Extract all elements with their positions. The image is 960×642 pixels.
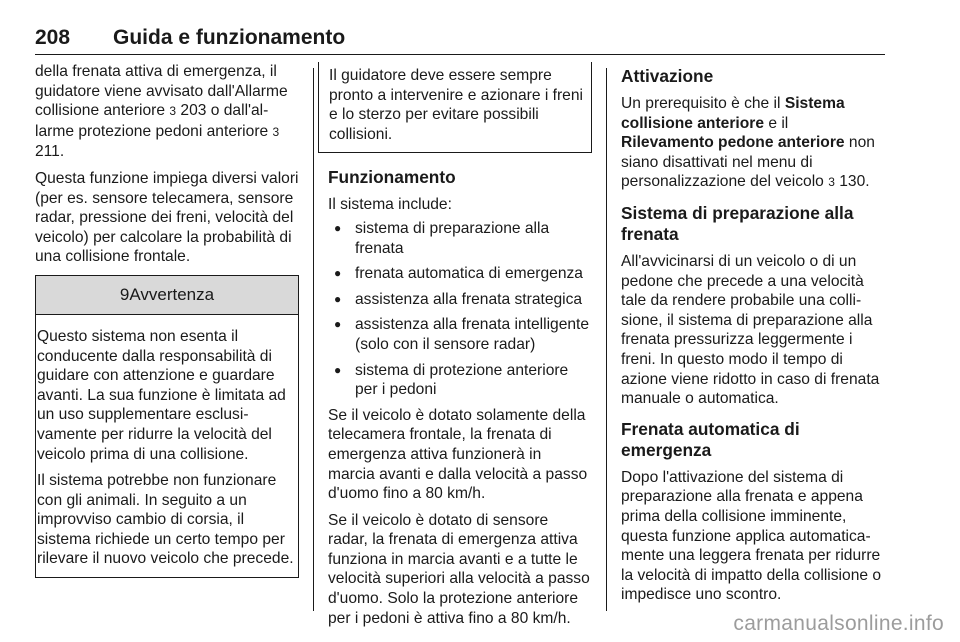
page-ref-arrow-icon: 3 [828, 175, 835, 190]
page-title: Guida e funzionamento [113, 26, 346, 49]
intro-text: della frenata attiva di emergenza, il guidatore viene avvisato dall'Allarme collisione anteriore [35, 63, 288, 120]
section-heading-frenata-automatica: Frenata automatica di emergenza [621, 418, 800, 460]
note-box [318, 62, 592, 153]
activation-paragraph [621, 94, 885, 193]
page-ref-link[interactable]: 203 [180, 102, 207, 120]
bold-term: Rilevamento pedone anteriore [621, 134, 845, 152]
warning-paragraph-2: Il sistema potrebbe non funzionare con gli animali. In seguito a un improvviso cambio di corsia, il sistema richiede un certo tempo per rilevare il nuovo veicolo che precede. [37, 472, 294, 568]
warning-body [36, 315, 298, 577]
intro-text-mid: o dall'allarme protezione pedoni anteriore [35, 102, 273, 140]
page-ref-arrow-icon: 3 [272, 124, 280, 139]
warning-icon: 9 [119, 284, 130, 304]
warning-box [35, 275, 299, 578]
section-heading-attivazione: Attivazione [621, 66, 714, 86]
header-rule [35, 54, 885, 55]
page-header [35, 26, 345, 50]
warning-paragraph-1: Questo sistema non esenta il conducente dalla responsabilità di guidare con attenzione e guardare avanti. La sua funzione è limitata ad un uso supplementare esclusivamente per ridurre la velocità del veicolo prima di una collisione. [37, 327, 286, 463]
feature-list [328, 219, 592, 400]
page-ref-link[interactable]: 211. [35, 143, 65, 161]
column-divider-2 [606, 68, 607, 611]
activation-text: non siano disattivati nel menu di personalizzazione del veicolo [621, 134, 875, 191]
list-item: ● assistenza alla frenata strategica [328, 290, 592, 310]
page-ref-link[interactable]: 130. [839, 173, 870, 191]
column-2 [328, 62, 592, 635]
camera-paragraph: Se il veicolo è dotato solamente della telecamera frontale, la frenata di emergenza attiva funzionerà in marcia avanti e dalla velocità a passo d'uomo fino a 80 km/h. [328, 406, 588, 503]
column-3 [621, 62, 885, 612]
intro-paragraph [35, 62, 299, 162]
warning-title [36, 275, 298, 315]
preparation-paragraph: All'avvicinarsi di un veicolo o di un pedone che precede a una velocità tale da rendere probabile una collisione, il sistema di preparazione alla frenata pressurizza leggermente i freni. In questo modo il tempo di azione viene ridotto in caso di frenata manuale o automatica. [621, 252, 880, 408]
activation-text: e il [764, 114, 789, 132]
bold-term: Sistema collisione anteriore [621, 95, 845, 132]
warning-title-text: Avvertenza [129, 284, 215, 304]
page-ref-arrow-icon: 3 [169, 104, 177, 119]
description-paragraph: Questa funzione impiega diversi valori (per es. sensore telecamera, sensore radar, pressione dei freni, velocità del veicolo) per calcolare la probabilità di una collisione frontale. [35, 169, 299, 266]
page-number: 208 [35, 26, 71, 49]
section-heading-funzionamento: Funzionamento [328, 167, 456, 188]
list-item: ● sistema di protezione anteriore per i pedoni [328, 361, 592, 400]
note-text: Il guidatore deve essere sempre pronto a intervenire e azionare i freni e lo sterzo per evitare possibili collisioni. [329, 67, 583, 143]
automatic-braking-paragraph: Dopo l'attivazione del sistema di preparazione alla frenata e appena prima della collisione imminente, questa funzione applica automaticamente una leggera frenata per ridurre la velocità di impatto della collisione o impedisce uno scontro. [621, 468, 882, 604]
list-item: ● sistema di preparazione alla frenata [328, 219, 592, 258]
list-item: ● assistenza alla frenata intelligente (solo con il sensore radar) [328, 315, 592, 354]
list-item: ● frenata automatica di emergenza [328, 264, 592, 284]
radar-paragraph: Se il veicolo è dotato di sensore radar, la frenata di emergenza attiva funziona in marcia avanti e a tutte le velocità superiori alla velocità a passo d'uomo. Solo la protezione anteriore per i pedoni è attiva fino a 80 km/h. [328, 511, 590, 627]
section-heading-preparazione: Sistema di preparazione alla frenata [621, 202, 854, 244]
activation-text: Un prerequisito è che il [621, 95, 785, 112]
column-1 [35, 62, 299, 578]
watermark: carmanualsonline.info [733, 612, 944, 635]
column-divider-1 [313, 68, 314, 611]
list-intro: Il sistema include: [328, 196, 452, 214]
